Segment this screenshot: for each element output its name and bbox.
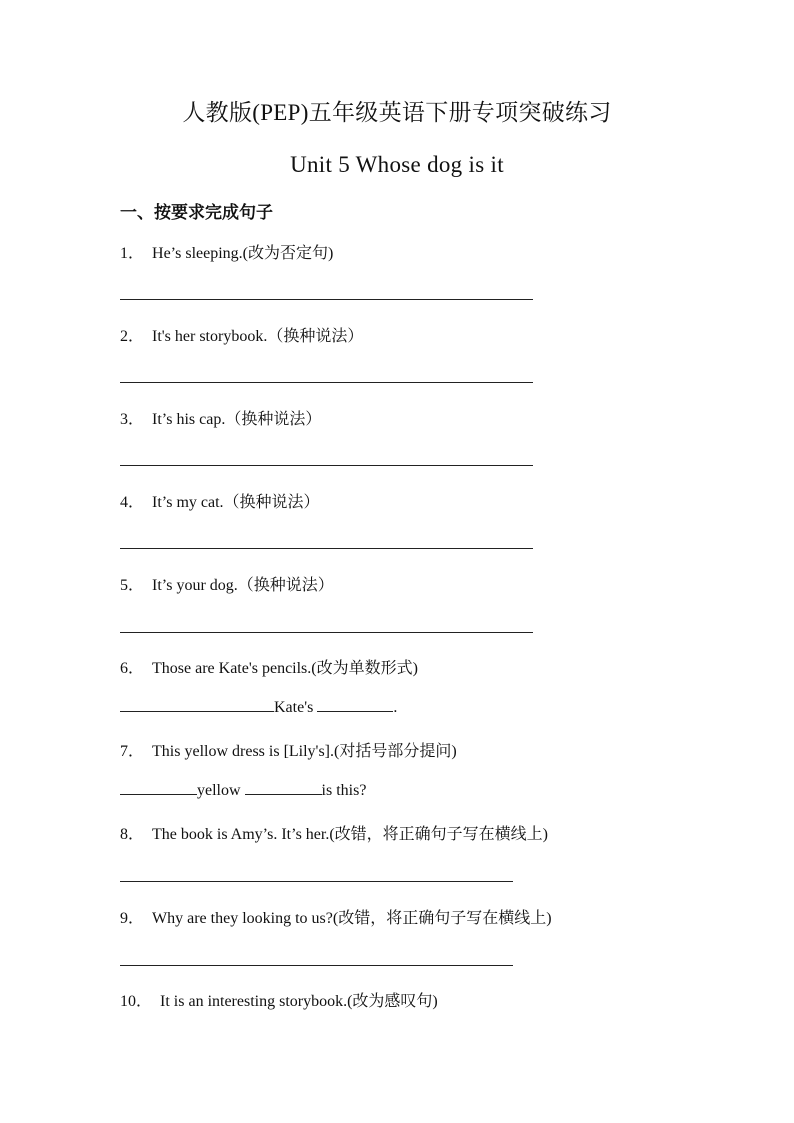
- question-number: 8．: [120, 826, 145, 843]
- question-number: 7．: [120, 743, 145, 760]
- answer-7: [120, 780, 366, 800]
- answer-blank[interactable]: [317, 697, 393, 712]
- answer-line-8[interactable]: [120, 881, 513, 882]
- question-text: It’s his cap.（换种说法）: [152, 411, 322, 428]
- question-7: [120, 738, 457, 761]
- answer-line-1[interactable]: [120, 299, 533, 300]
- question-text: It’s my cat.（换种说法）: [152, 494, 320, 511]
- question-text: Those are Kate's pencils.(改为单数形式): [152, 660, 418, 677]
- question-text: Why are they looking to us?(改错，将正确句子写在横线上): [152, 910, 552, 927]
- question-3: [120, 406, 321, 429]
- question-text: It's her storybook.（换种说法）: [152, 328, 364, 345]
- answer-word: Kate's: [274, 699, 314, 716]
- answer-line-5[interactable]: [120, 632, 533, 633]
- question-9: [120, 905, 552, 928]
- question-10: [120, 988, 438, 1011]
- question-8: [120, 821, 548, 844]
- answer-blank[interactable]: [245, 780, 322, 795]
- section-heading: 一、按要求完成句子: [120, 203, 273, 223]
- question-text: The book is Amy’s. It’s her.(改错，将正确句子写在横线上): [152, 826, 549, 843]
- answer-blank[interactable]: [120, 780, 197, 795]
- answer-end: is this?: [321, 782, 367, 799]
- question-5: [120, 572, 334, 595]
- question-text: This yellow dress is [Lily's].(对括号部分提问): [152, 743, 457, 760]
- answer-line-4[interactable]: [120, 548, 533, 549]
- answer-line-9[interactable]: [120, 965, 513, 966]
- question-2: [120, 323, 363, 346]
- answer-line-3[interactable]: [120, 465, 533, 466]
- question-text: It is an interesting storybook.(改为感叹句): [160, 993, 438, 1010]
- page-subtitle: Unit 5 Whose dog is it: [290, 152, 504, 177]
- question-text: He’s sleeping.(改为否定句): [152, 245, 334, 262]
- question-text: It’s your dog.（换种说法）: [152, 577, 334, 594]
- answer-blank[interactable]: [120, 697, 274, 712]
- answer-end: .: [393, 699, 398, 716]
- page-title: 人教版(PEP)五年级英语下册专项突破练习: [182, 100, 612, 125]
- question-1: [120, 240, 333, 263]
- question-4: [120, 489, 320, 512]
- question-number: 1．: [120, 245, 145, 262]
- question-number: 9．: [120, 910, 145, 927]
- question-number: 4．: [120, 494, 145, 511]
- answer-word: yellow: [197, 782, 241, 799]
- answer-6: [120, 697, 397, 717]
- question-number: 2．: [120, 328, 145, 345]
- question-number: 6．: [120, 660, 145, 677]
- question-number: 10．: [120, 993, 153, 1010]
- question-6: [120, 655, 418, 678]
- question-number: 3．: [120, 411, 145, 428]
- question-number: 5．: [120, 577, 145, 594]
- answer-line-2[interactable]: [120, 382, 533, 383]
